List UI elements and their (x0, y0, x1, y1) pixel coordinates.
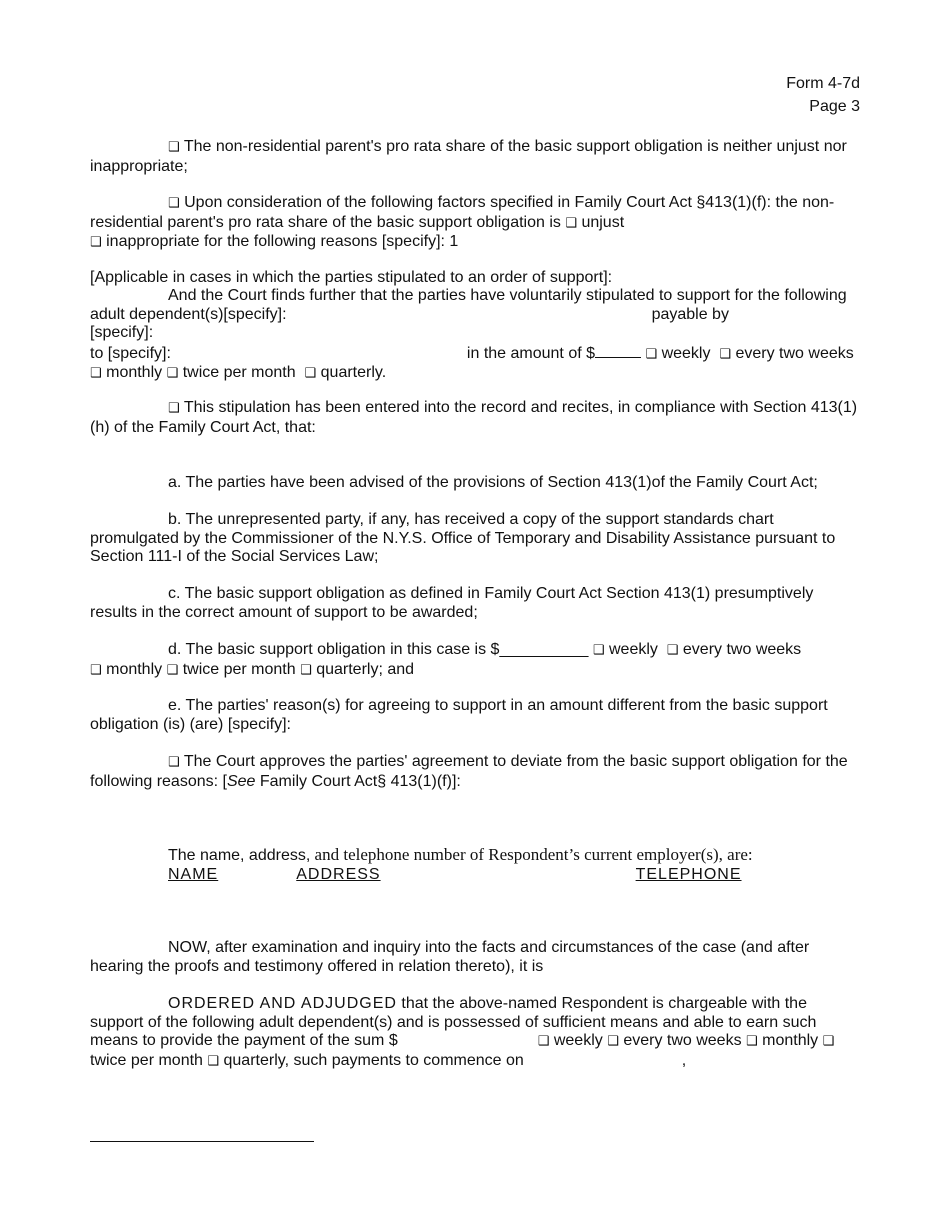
page-number: Page 3 (809, 98, 860, 115)
checkbox-icon[interactable]: ❑ (592, 643, 605, 658)
court-approves-deviation-paragraph: ❑ The Court approves the parties' agreement to deviate from the basic support obligation for the following reasons: [See Family Court Act§ 413(1)(f)]: (90, 753, 848, 790)
stipulation-adult-dependent-paragraph: And the Court finds further that the parties have voluntarily stipulated to support for the following adult dependent(s)[specify]: payable by [specify]: to [specify]: in the amount of $ ❑ weekly ❑ every two weeks ❑ monthly ❑ twice per month ❑ quarterly. (90, 287, 854, 381)
checkbox-icon[interactable]: ❑ (168, 755, 180, 770)
employer-paragraph: The name, address, and telephone number of Respondent’s current employer(s), are: (168, 845, 753, 864)
recital-e: e. The parties' reason(s) for agreeing to support in an amount different from the basic support obligation (is) (are) [specify]: (90, 697, 828, 733)
checkbox-icon[interactable]: ❑ (90, 366, 102, 381)
recital-b: b. The unrepresented party, if any, has received a copy of the support standards chart promulgated by the Commissioner of the N.Y.S. Office of Temporary and Disability Assistance pursuant to Section 111-I of the Social Services Law; (90, 511, 836, 565)
address-column-heading: ADDRESS (296, 866, 381, 883)
recital-a: a. The parties have been advised of the provisions of Section 413(1)of the Family Court Act; (168, 474, 818, 491)
checkbox-icon[interactable]: ❑ (746, 1034, 758, 1049)
telephone-column-heading: TELEPHONE (635, 866, 742, 883)
checkbox-icon[interactable]: ❑ (166, 662, 179, 678)
form-number: Form 4-7d (786, 75, 860, 92)
checkbox-icon[interactable]: ❑ (166, 366, 179, 381)
checkbox-icon[interactable]: ❑ (645, 346, 658, 362)
checkbox-icon[interactable]: ❑ (666, 643, 679, 658)
checkbox-icon[interactable]: ❑ (168, 140, 180, 155)
checkbox-icon[interactable]: ❑ (537, 1034, 550, 1049)
checkbox-icon[interactable]: ❑ (607, 1034, 619, 1049)
checkbox-icon[interactable]: ❑ (304, 366, 317, 381)
stipulation-record-paragraph: ❑ This stipulation has been entered into the record and recites, in compliance with Section 413(1)(h) of the Family Court Act, that: (90, 399, 858, 436)
checkbox-icon[interactable]: ❑ (719, 346, 732, 362)
recital-d: d. The basic support obligation in this case is $__________ ❑ weekly ❑ every two weeks ❑ monthly ❑ twice per month ❑ quarterly; and (90, 641, 802, 678)
checkbox-icon[interactable]: ❑ (822, 1034, 835, 1049)
checkbox-icon[interactable]: ❑ (207, 1053, 220, 1069)
pro-rata-unjust-paragraph: ❑ Upon consideration of the following factors specified in Family Court Act §413(1)(f): the non-residential parent's pro rata share of the basic support obligation is ❑ unjust ❑ inappropriate for the following reasons [specify]: 1 (90, 194, 835, 250)
employer-columns (90, 866, 862, 885)
name-column-heading: NAME (168, 866, 219, 883)
checkbox-icon[interactable]: ❑ (90, 235, 102, 250)
checkbox-icon[interactable]: ❑ (565, 215, 577, 231)
recital-c: c. The basic support obligation as defined in Family Court Act Section 413(1) presumptively results in the correct amount of support to be awarded; (90, 585, 814, 621)
applicable-heading: [Applicable in cases in which the parties stipulated to an order of support]: (90, 269, 613, 286)
now-paragraph: NOW, after examination and inquiry into the facts and circumstances of the case (and after hearing the proofs and testimony offered in relation thereto), it is (90, 939, 810, 975)
checkbox-icon[interactable]: ❑ (90, 662, 102, 678)
amount-blank[interactable] (595, 343, 641, 358)
checkbox-icon[interactable]: ❑ (300, 662, 312, 678)
pro-rata-not-unjust-paragraph: ❑ The non-residential parent's pro rata share of the basic support obligation is neither unjust nor inappropriate; (90, 138, 847, 175)
checkbox-icon[interactable]: ❑ (168, 196, 180, 211)
footnote-separator (90, 1141, 314, 1142)
checkbox-icon[interactable]: ❑ (168, 401, 180, 416)
ordered-paragraph: ORDERED AND ADJUDGED that the above-named Respondent is chargeable with the support of the following adult dependent(s) and is possessed of sufficient means and able to earn such means to provide the payment of the sum $ ❑ weekly ❑ every two weeks ❑ monthly ❑ twice per month ❑ quarterly, such payments to commence on , (90, 995, 835, 1069)
